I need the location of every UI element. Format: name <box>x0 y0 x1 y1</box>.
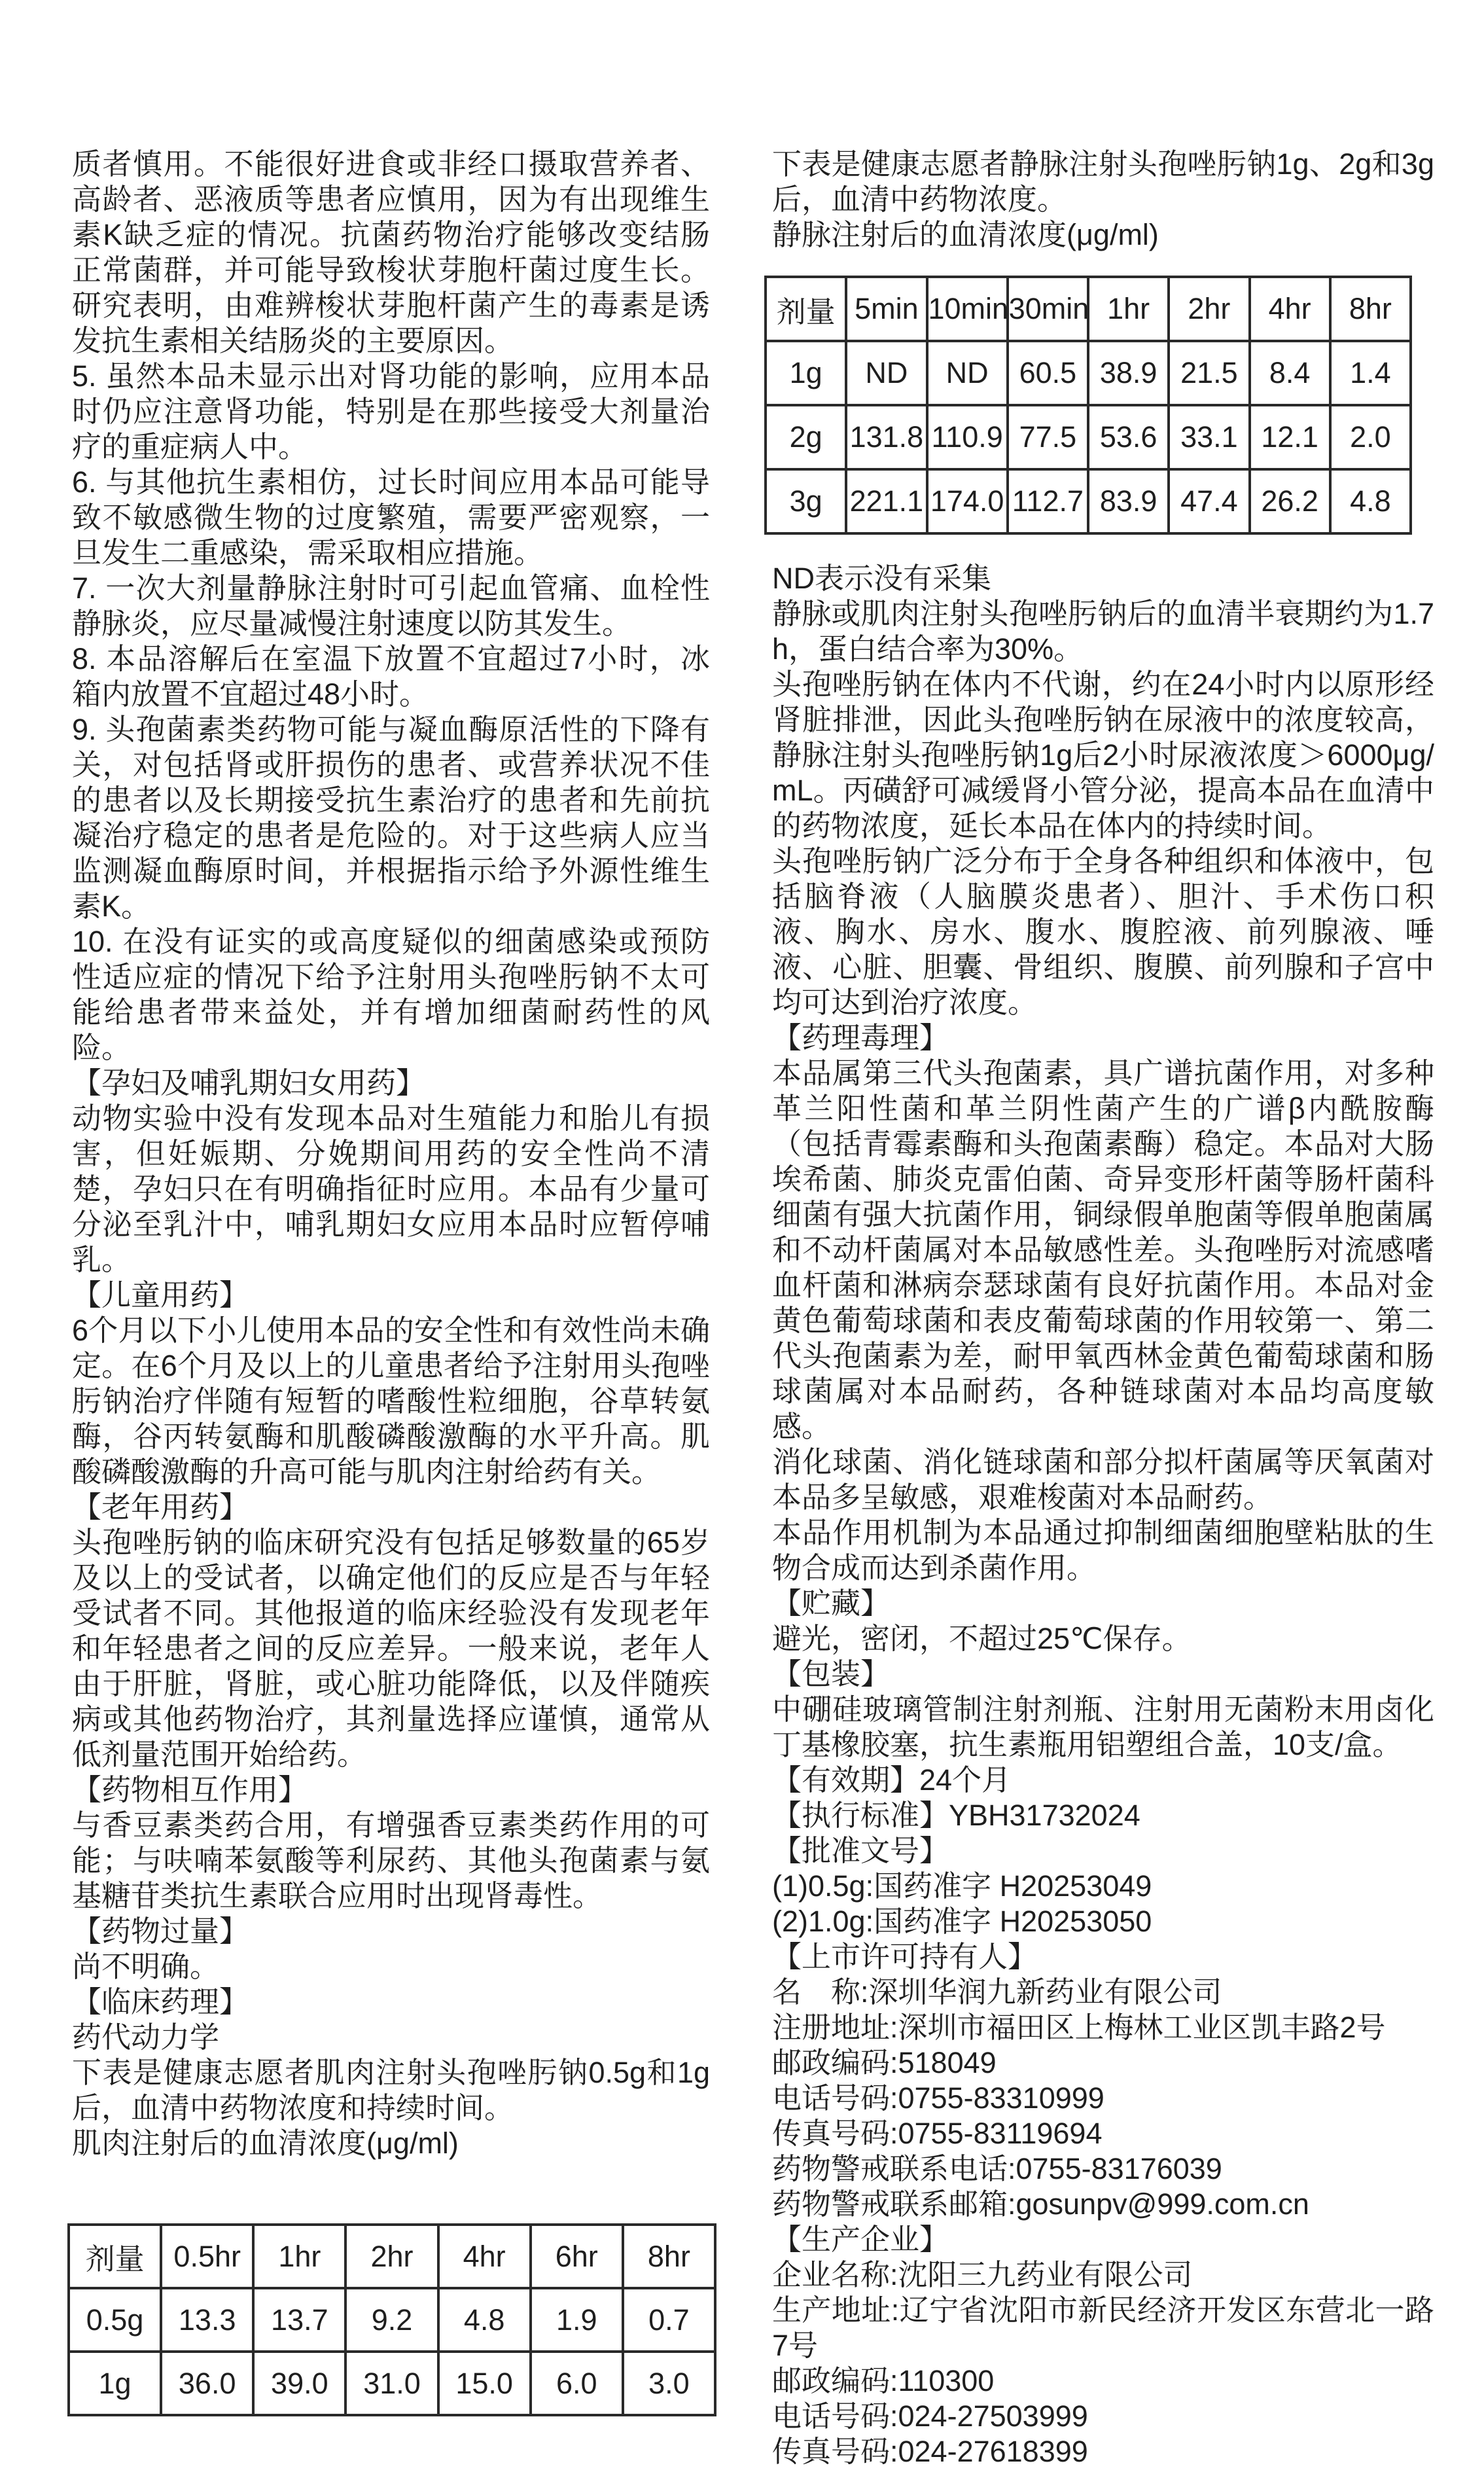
table-header-cell: 8hr <box>623 2225 715 2288</box>
table-cell: 39.0 <box>253 2352 345 2415</box>
paragraph: 与香豆素类药合用，有增强香豆素类药作用的可能；与呋喃苯氨酸等利尿药、其他头孢菌素与氨基糖苷类抗生素联合应用时出现肾毒性。 <box>72 1808 710 1912</box>
right-column <box>772 147 1434 2469</box>
table-cell: 3g <box>766 469 846 533</box>
table-header-cell: 1hr <box>253 2225 345 2288</box>
table-cell: 13.3 <box>161 2288 253 2352</box>
table-cell: ND <box>846 341 927 405</box>
table-cell: 2.0 <box>1330 405 1411 469</box>
pharmacovigilance-email-line: 药物警戒联系邮箱:gosunpv@999.com.cn <box>772 2187 1309 2221</box>
paragraph: 下表是健康志愿者静脉注射头孢唑肟钠1g、2g和3g后，血清中药物浓度。 <box>772 147 1434 216</box>
table-header-cell: 剂量 <box>766 277 846 341</box>
table-header-cell: 1hr <box>1088 277 1169 341</box>
approval-number-line: (2)1.0g:国药准字 H20253050 <box>772 1905 1152 1938</box>
section-heading-storage: 【贮藏】 <box>772 1587 891 1620</box>
table-cell: 53.6 <box>1088 405 1169 469</box>
table-row <box>69 2288 715 2352</box>
section-heading-packaging: 【包装】 <box>772 1657 891 1691</box>
paragraph: 6. 与其他抗生素相仿，过长时间应用本品可能导致不敏感微生物的过度繁殖，需要严密观察，一旦发生二重感染，需采取相应措施。 <box>72 465 710 569</box>
phone-line: 电话号码:0755-83310999 <box>772 2081 1104 2115</box>
table-cell: 6.0 <box>531 2352 623 2415</box>
paragraph: 药代动力学 <box>72 2020 220 2054</box>
table-cell: 9.2 <box>345 2288 438 2352</box>
table-cell: 15.0 <box>438 2352 531 2415</box>
section-heading-pharmacology-toxicology: 【药理毒理】 <box>772 1021 949 1054</box>
table-header-row <box>766 277 1411 341</box>
section-heading-pregnancy: 【孕妇及哺乳期妇女用药】 <box>72 1066 426 1100</box>
paragraph: 7. 一次大剂量静脉注射时可引起血管痛、血栓性静脉炎，应尽量减慢注射速度以防其发生。 <box>72 571 710 640</box>
table-cell: 1g <box>766 341 846 405</box>
table-cell: 0.7 <box>623 2288 715 2352</box>
section-heading-approval-number: 【批准文号】 <box>772 1834 949 1867</box>
paragraph: 本品作用机制为本品通过抑制细菌细胞壁粘肽的生物合成而达到杀菌作用。 <box>772 1516 1434 1585</box>
production-address-line: 生产地址:辽宁省沈阳市新民经济开发区东营北一路7号 <box>772 2293 1434 2362</box>
table-cell: 3.0 <box>623 2352 715 2415</box>
paragraph: 中硼硅玻璃管制注射剂瓶、注射用无菌粉末用卤化丁基橡胶塞，抗生素瓶用铝塑组合盖，10支/盒。 <box>772 1693 1434 1761</box>
table-cell: 38.9 <box>1088 341 1169 405</box>
table-cell: 26.2 <box>1250 469 1330 533</box>
table-cell: 0.5g <box>69 2288 161 2352</box>
paragraph: 头孢唑肟钠广泛分布于全身各种组织和体液中，包括脑脊液（人脑膜炎患者）、胆汁、手术伤口积液、胸水、房水、腹水、腹腔液、前列腺液、唾液、心脏、胆囊、骨组织、腹膜、前列腺和子宫中均可达到治疗浓度。 <box>772 844 1434 1019</box>
table-header-cell: 30min <box>1008 277 1088 341</box>
section-heading-license-holder: 【上市许可持有人】 <box>772 1940 1038 1973</box>
nd-footnote: ND表示没有采集 <box>772 562 991 595</box>
table-cell: 33.1 <box>1169 405 1249 469</box>
pharmacovigilance-phone-line: 药物警戒联系电话:0755-83176039 <box>772 2152 1222 2185</box>
paragraph: 8. 本品溶解后在室温下放置不宜超过7小时，冰箱内放置不宜超过48小时。 <box>72 642 710 711</box>
paragraph: 尚不明确。 <box>72 1950 220 1983</box>
table-header-row <box>69 2225 715 2288</box>
approval-number-line: (1)0.5g:国药准字 H20253049 <box>772 1869 1152 1903</box>
table-cell: 112.7 <box>1008 469 1088 533</box>
table-header-cell: 剂量 <box>69 2225 161 2288</box>
table-cell: ND <box>927 341 1008 405</box>
table-header-cell: 6hr <box>531 2225 623 2288</box>
table-cell: 21.5 <box>1169 341 1249 405</box>
table-cell: 131.8 <box>846 405 927 469</box>
table-cell: 47.4 <box>1169 469 1249 533</box>
table-cell: 110.9 <box>927 405 1008 469</box>
phone-line: 电话号码:024-27503999 <box>772 2399 1088 2433</box>
paragraph: 动物实验中没有发现本品对生殖能力和胎儿有损害，但妊娠期、分娩期间用药的安全性尚不清楚，孕妇只在有明确指征时应用。本品有少量可分泌至乳汁中，哺乳期妇女应用本品时应暂停哺乳。 <box>72 1102 710 1276</box>
im-concentration-table <box>67 2223 716 2416</box>
table-header-cell: 2hr <box>345 2225 438 2288</box>
table-cell: 174.0 <box>927 469 1008 533</box>
iv-concentration-table <box>764 276 1412 535</box>
section-heading-pediatric: 【儿童用药】 <box>72 1278 249 1312</box>
paragraph: 避光，密闭，不超过25℃保存。 <box>772 1622 1192 1655</box>
manufacturer-name-line: 企业名称:沈阳三九药业有限公司 <box>772 2258 1193 2291</box>
fax-line: 传真号码:0755-83119694 <box>772 2117 1103 2150</box>
section-heading-manufacturer: 【生产企业】 <box>772 2223 949 2256</box>
table-caption-im: 肌肉注射后的血清浓度(μg/ml) <box>72 2126 459 2160</box>
table-row <box>69 2352 715 2415</box>
table-cell: 1g <box>69 2352 161 2415</box>
shelf-life-line: 【有效期】24个月 <box>772 1763 1012 1797</box>
table-cell: 1.9 <box>531 2288 623 2352</box>
table-cell: 60.5 <box>1008 341 1088 405</box>
table-cell: 4.8 <box>1330 469 1411 533</box>
paragraph: 10. 在没有证实的或高度疑似的细菌感染或预防性适应症的情况下给予注射用头孢唑肟钠不太可能给患者带来益处，并有增加细菌耐药性的风险。 <box>72 925 710 1064</box>
fax-line: 传真号码:024-27618399 <box>772 2435 1088 2468</box>
standard-code-line: 【执行标准】YBH31732024 <box>772 1799 1140 1832</box>
table-cell: 83.9 <box>1088 469 1169 533</box>
table-cell: 8.4 <box>1250 341 1330 405</box>
table-header-cell: 8hr <box>1330 277 1411 341</box>
table-row <box>766 469 1411 533</box>
table-cell: 13.7 <box>253 2288 345 2352</box>
section-heading-clinical-pharmacology: 【临床药理】 <box>72 1985 249 2018</box>
table-header-cell: 4hr <box>1250 277 1330 341</box>
table-cell: 12.1 <box>1250 405 1330 469</box>
table-header-cell: 5min <box>846 277 927 341</box>
table-cell: 221.1 <box>846 469 927 533</box>
table-row <box>766 341 1411 405</box>
table-header-cell: 4hr <box>438 2225 531 2288</box>
table-cell: 1.4 <box>1330 341 1411 405</box>
table-cell: 36.0 <box>161 2352 253 2415</box>
table-cell: 77.5 <box>1008 405 1088 469</box>
table-caption-iv: 静脉注射后的血清浓度(μg/ml) <box>772 218 1159 251</box>
registered-address-line: 注册地址:深圳市福田区上梅林工业区凯丰路2号 <box>772 2011 1386 2044</box>
paragraph: 消化球菌、消化链球菌和部分拟杆菌属等厌氧菌对本品多呈敏感，艰难梭菌对本品耐药。 <box>772 1445 1434 1514</box>
table-cell: 31.0 <box>345 2352 438 2415</box>
table-cell: 4.8 <box>438 2288 531 2352</box>
paragraph: 6个月以下小儿使用本品的安全性和有效性尚未确定。在6个月及以上的儿童患者给予注射用头孢唑肟钠治疗伴随有短暂的嗜酸性粒细胞，谷草转氨酶，谷丙转氨酶和肌酸磷酸激酶的水平升高。肌酸磷酸激酶的升高可能与肌肉注射给药有关。 <box>72 1314 710 1488</box>
paragraph: 质者慎用。不能很好进食或非经口摄取营养者、高龄者、恶液质等患者应慎用，因为有出现维生素K缺乏症的情况。抗菌药物治疗能够改变结肠正常菌群，并可能导致梭状芽胞杆菌过度生长。研究表明，由难辨梭状芽胞杆菌产生的毒素是诱发抗生素相关结肠炎的主要原因。 <box>72 147 710 357</box>
paragraph: 下表是健康志愿者肌肉注射头孢唑肟钠0.5g和1g后，血清中药物浓度和持续时间。 <box>72 2056 710 2124</box>
postal-code-line: 邮政编码:518049 <box>772 2046 997 2079</box>
paragraph: 头孢唑肟钠的临床研究没有包括足够数量的65岁及以上的受试者，以确定他们的反应是否与年轻受试者不同。其他报道的临床经验没有发现老年和年轻患者之间的反应差异。一般来说，老年人由于肝脏，肾脏，或心脏功能降低，以及伴随疾病或其他药物治疗，其剂量选择应谨慎，通常从低剂量范围开始给药。 <box>72 1526 710 1771</box>
paragraph: 9. 头孢菌素类药物可能与凝血酶原活性的下降有关，对包括肾或肝损伤的患者、或营养状况不佳的患者以及长期接受抗生素治疗的患者和先前抗凝治疗稳定的患者是危险的。对于这些病人应当监测凝血酶原时间，并根据指示给予外源性维生素K。 <box>72 713 710 923</box>
section-heading-overdose: 【药物过量】 <box>72 1914 249 1948</box>
paragraph: 本品属第三代头孢菌素，具广谱抗菌作用，对多种革兰阳性菌和革兰阴性菌产生的广谱β内酰胺酶（包括青霉素酶和头孢菌素酶）稳定。本品对大肠埃希菌、肺炎克雷伯菌、奇异变形杆菌等肠杆菌科细菌有强大抗菌作用，铜绿假单胞菌等假单胞菌属和不动杆菌属对本品敏感性差。头孢唑肟对流感嗜血杆菌和淋病奈瑟球菌有良好抗菌作用。本品对金黄色葡萄球菌和表皮葡萄球菌的作用较第一、第二代头孢菌素为差，耐甲氧西林金黄色葡萄球菌和肠球菌属对本品耐药，各种链球菌对本品均高度敏感。 <box>772 1056 1434 1443</box>
paragraph: 5. 虽然本品未显示出对肾功能的影响，应用本品时仍应注意肾功能，特别是在那些接受大剂量治疗的重症病人中。 <box>72 359 710 463</box>
table-header-cell: 0.5hr <box>161 2225 253 2288</box>
company-name-line: 名 称:深圳华润九新药业有限公司 <box>772 1975 1222 2009</box>
table-header-cell: 2hr <box>1169 277 1249 341</box>
table-header-cell: 10min <box>927 277 1008 341</box>
section-heading-interactions: 【药物相互作用】 <box>72 1773 308 1806</box>
table-row <box>766 405 1411 469</box>
section-heading-geriatric: 【老年用药】 <box>72 1490 249 1524</box>
paragraph: 头孢唑肟钠在体内不代谢，约在24小时内以原形经肾脏排泄，因此头孢唑肟钠在尿液中的浓度较高，静脉注射头孢唑肟钠1g后2小时尿液浓度＞6000μg/mL。丙磺舒可减缓肾小管分泌，提高本品在血清中的药物浓度，延长本品在体内的持续时间。 <box>772 668 1434 842</box>
postal-code-line: 邮政编码:110300 <box>772 2364 995 2397</box>
left-column <box>72 147 710 2416</box>
paragraph: 静脉或肌肉注射头孢唑肟钠后的血清半衰期约为1.7 h，蛋白结合率为30%。 <box>772 597 1434 666</box>
table-cell: 2g <box>766 405 846 469</box>
